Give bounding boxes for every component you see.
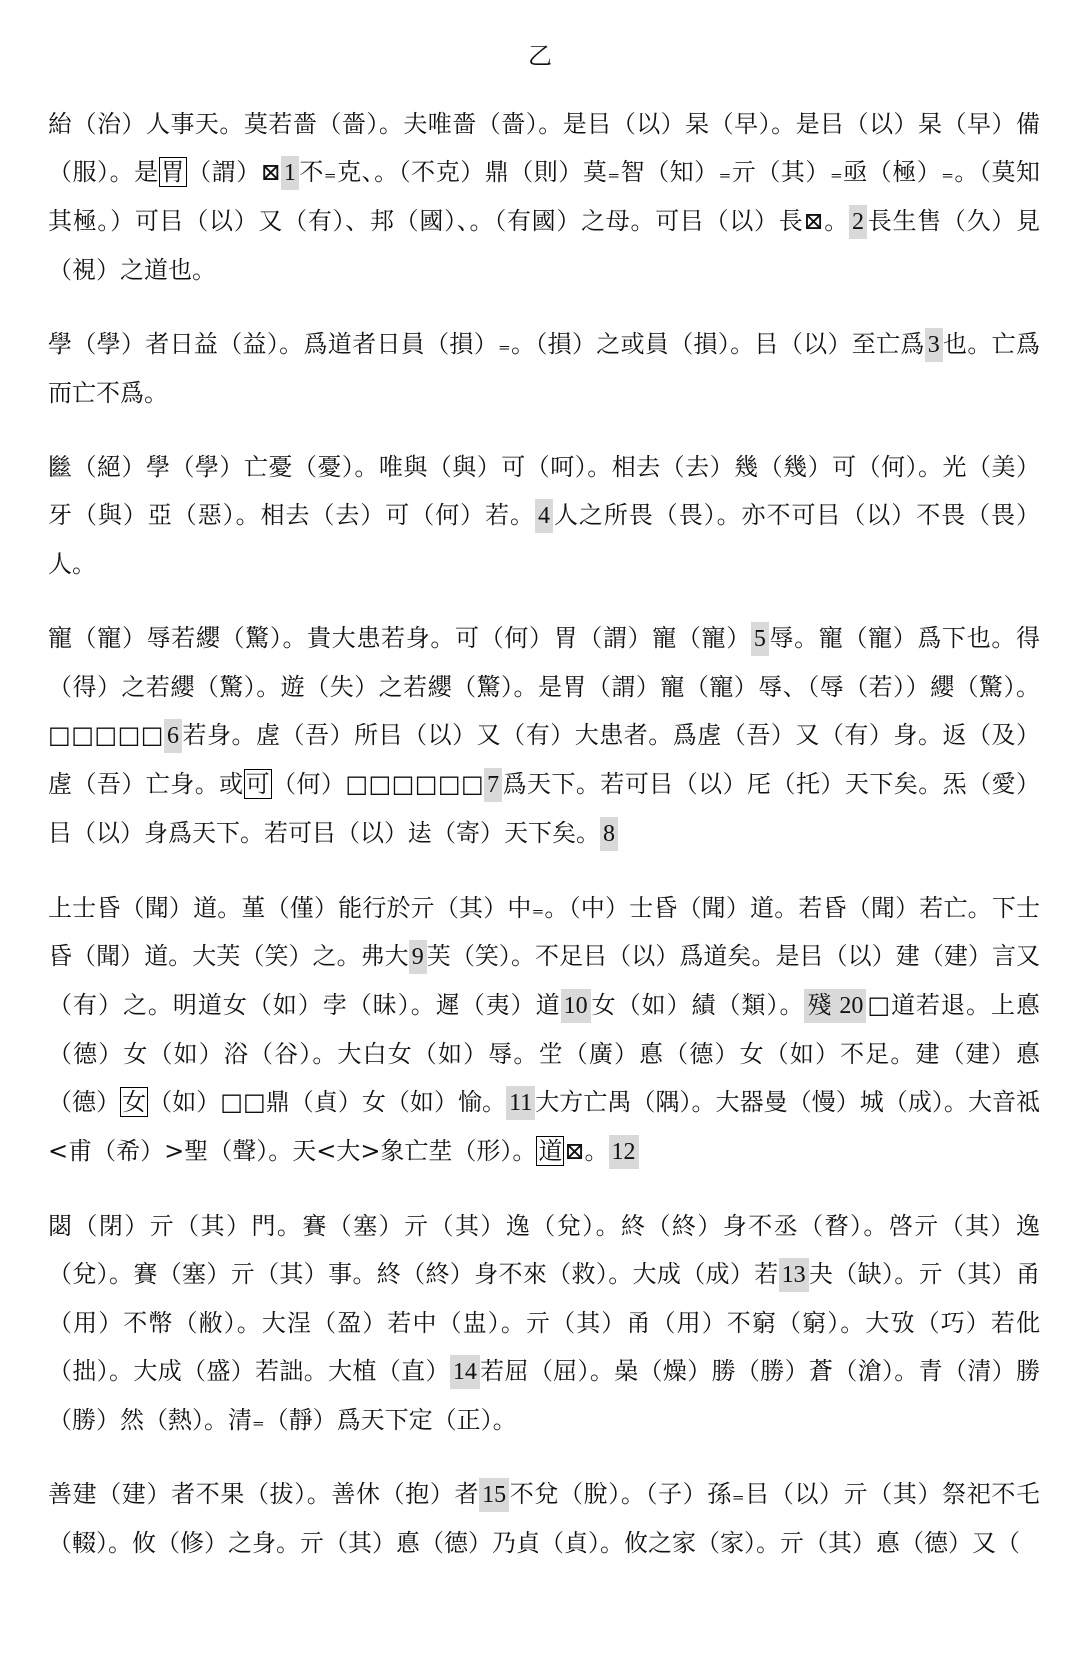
- slip-number: 12: [609, 1135, 639, 1169]
- slip-number: 9: [409, 940, 427, 974]
- paragraph: [48, 1470, 1040, 1567]
- text-run: 人之所畏（畏）。亦不可㠯（以）不畏（畏）人。: [48, 501, 1040, 578]
- text-run: 若屈（屈）。喿（燥）勝（勝）蒼（滄）。青（清）勝（勝）然（熱）。清₌（靜）爲天下定（正）。: [48, 1357, 1041, 1434]
- slip-number: 10: [561, 989, 591, 1023]
- text-run: 不兌（脫）。（子）孫₌㠯（以）亓（其）祭祀不乇（輟）。攸（修）之身。亓（其）悳（德）乃貞（貞）。攸之家（家）。亓（其）悳（德）又（: [48, 1480, 1040, 1557]
- text-run: 學（學）者日益（益）。爲道者日員（損）₌。（損）之或員（損）。㠯（以）至亡爲: [48, 330, 925, 358]
- slip-number: 2: [849, 205, 867, 239]
- slip-number: 5: [751, 622, 769, 656]
- text-run: 不₌克、。（不克）鼎（則）莫₌智（知）₌亓（其）₌亟（極）₌。（莫知其極。）可㠯（以）又（有）、邦（國）、。（有國）之母。可㠯（以）長⊠。: [48, 158, 1041, 235]
- text-run: （何）□□□□□□: [272, 770, 485, 798]
- text-run: 女（如）績（類）。: [590, 991, 805, 1019]
- text-run: 夬（缺）。亓（其）甬（用）不幣（敝）。大浧（盈）若中（盅）。亓（其）甬（用）不窮（窮）。大攷（巧）若仳（拙）。大成（盛）若詘。大植（直）: [48, 1260, 1041, 1385]
- boxed-character: 胃: [160, 158, 186, 186]
- slip-number: 殘 20: [804, 989, 866, 1023]
- slip-number: 7: [484, 768, 502, 802]
- paragraph: [48, 884, 1040, 1176]
- boxed-character: 女: [122, 1088, 147, 1116]
- paragraph: [48, 1202, 1040, 1444]
- text-run: 上士昏（聞）道。堇（僅）能行於亓（其）中₌。（中）士昏（聞）道。若昏（聞）若亡。下士昏（聞）道。大芙（笑）之。弗大: [48, 894, 1040, 970]
- text-run: 也。亡爲而亡不爲。: [48, 330, 1041, 407]
- slip-number: 15: [479, 1478, 509, 1512]
- paragraph: [48, 100, 1040, 294]
- page-title: 乙: [528, 42, 552, 70]
- text-run: 大方亡禺（隅）。大器曼（慢）城（成）。大音祗<甫（希）>聖（聲）。天<大>象亡坓（形）。: [48, 1088, 1041, 1165]
- text-run: 寵（寵）辱若纓（驚）。貴大患若身。可（何）胃（謂）寵（寵）: [48, 624, 751, 652]
- paragraph: [48, 614, 1040, 858]
- text-run: 長生售（久）見（視）之道也。: [48, 207, 1040, 284]
- text-run: （如）□□鼎（貞）女（如）愉。: [148, 1088, 507, 1116]
- text-run: 爲天下。若可㠯（以）厇（托）天下矣。炁（愛）㠯（以）身爲天下。若可㠯（以）迲（寄）天下矣。: [48, 770, 1041, 847]
- boxed-character: 可: [245, 770, 271, 798]
- text-run: 紿（治）人事天。莫若嗇（嗇）。夫唯嗇（嗇）。是㠯（以）杲（早）。是㠯（以）杲（早）備（服）。是: [48, 110, 1040, 186]
- text-run: 若身。虗（吾）所㠯（以）又（有）大患者。爲虗（吾）又（有）身。返（及）虗（吾）亡身。或: [48, 721, 1040, 798]
- slip-number: 3: [925, 328, 943, 362]
- slip-number: 14: [450, 1355, 480, 1389]
- slip-number: 4: [535, 499, 553, 533]
- text-run: 善建（建）者不果（拔）。善休（抱）者: [48, 1480, 480, 1508]
- text-run: ⊠。: [564, 1137, 609, 1165]
- slip-number: 1: [281, 156, 299, 190]
- text-run: 閟（閉）亓（其）門。賽（塞）亓（其）逸（兌）。終（終）身不丞（暓）。啓亓（其）逸（兌）。賽（塞）亓（其）事。終（終）身不來（救）。大成（成）若: [48, 1212, 1040, 1288]
- text-run: □道若退。上悳（德）女（如）浴（谷）。大白女（如）辱。坣（廣）悳（德）女（如）不足。建（建）悳（德）: [48, 991, 1040, 1116]
- text-run: 㡭（絕）學（學）亡憂（憂）。唯與（與）可（呵）。相去（去）幾（幾）可（何）。光（美）牙（與）亞（惡）。相去（去）可（何）若。: [48, 453, 1040, 529]
- boxed-character: 道: [538, 1137, 563, 1165]
- text-run: （謂）⊠: [187, 158, 281, 186]
- slip-number: 11: [506, 1086, 535, 1120]
- text-run: 辱。寵（寵）爲下也。得（得）之若纓（驚）。遊（失）之若纓（驚）。是胃（謂）寵（寵）辱、（辱（若））纓（驚）。□□□□□: [48, 624, 1041, 749]
- document-body: [48, 100, 1040, 1593]
- slip-number: 13: [779, 1258, 809, 1292]
- paragraph: [48, 320, 1040, 417]
- text-run: 芙（笑）。不足㠯（以）爲道矣。是㠯（以）建（建）言又（有）之。明道女（如）孛（昧）。遲（夷）道: [48, 942, 1041, 1019]
- paragraph: [48, 443, 1040, 588]
- slip-number: 6: [164, 719, 182, 753]
- slip-number: 8: [600, 817, 618, 851]
